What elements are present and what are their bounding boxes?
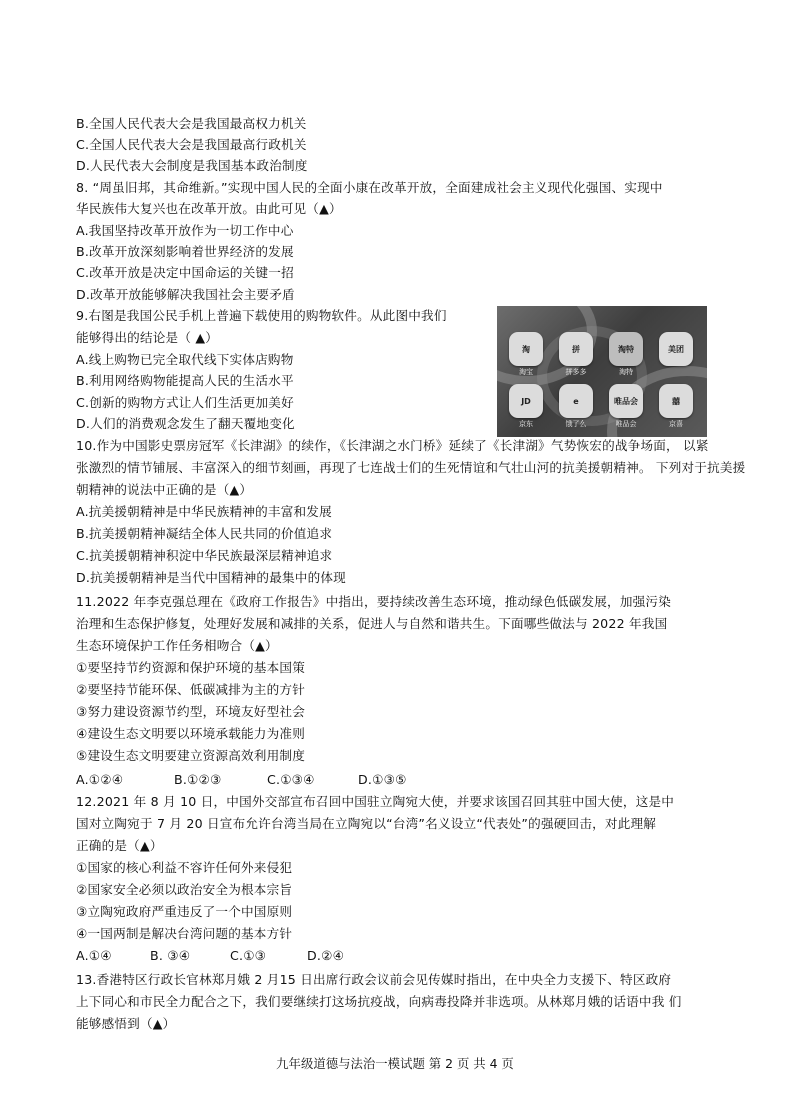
q12-statement-4: ④一国两制是解决台湾问题的基本方针 xyxy=(76,926,293,941)
q9-option-c: C.创新的购物方式让人们生活更加美好 xyxy=(76,395,294,410)
q8-stem-line1: 8. “周虽旧邦，其命维新。”实现中国人民的全面小康在改革开放，全面建成社会主义现代化强国、实现中 xyxy=(76,180,663,195)
jingxi-app-icon: 囍 xyxy=(659,384,693,418)
q9-option-b: B.利用网络购物能提高人民的生活水平 xyxy=(76,373,294,388)
jd-app-icon: JD xyxy=(509,384,543,418)
q13-stem-line2: 上下同心和市民全力配合之下，我们要继续打这场抗疫战，向病毒投降并非选项。从林郑月娥的话语中我 们 xyxy=(76,994,682,1009)
app-label: 淘宝 xyxy=(519,368,533,376)
q8-option-c: C.改革开放是决定中国命运的关键一招 xyxy=(76,265,294,280)
q8-option-d: D.改革开放能够解决我国社会主要矛盾 xyxy=(76,287,295,302)
q10-stem-line1: 10.作为中国影史票房冠军《长津湖》的续作，《长津湖之水门桥》延续了《长津湖》气势恢宏的战争场面， 以紧 xyxy=(76,438,709,453)
q7-option-d: D.人民代表大会制度是我国基本政治制度 xyxy=(76,158,308,173)
q9-option-a: A.线上购物已完全取代线下实体店购物 xyxy=(76,352,294,367)
q12-option-b: B. ③④ xyxy=(150,948,191,963)
pinduoduo-app-icon: 拼 xyxy=(559,332,593,366)
shopping-apps-image xyxy=(497,306,707,437)
q12-stem-line2: 国对立陶宛于 7 月 20 日宣布允许台湾当局在立陶宛以“台湾”名义设立“代表处”的强硬回击，对此理解 xyxy=(76,816,657,831)
q7-option-b: B.全国人民代表大会是我国最高权力机关 xyxy=(76,116,307,131)
app-label: 京东 xyxy=(519,420,533,428)
q12-statement-3: ③立陶宛政府严重违反了一个中国原则 xyxy=(76,904,293,919)
q10-option-d: D.抗美援朝精神是当代中国精神的最集中的体现 xyxy=(76,570,346,585)
q12-option-c: C.①③ xyxy=(230,948,267,963)
page-footer: 九年级道德与法治一模试题 第 2 页 共 4 页 xyxy=(276,1056,514,1071)
q12-statement-2: ②国家安全必须以政治安全为根本宗旨 xyxy=(76,882,293,897)
q12-options xyxy=(76,946,716,966)
app-label: 淘特 xyxy=(619,368,633,376)
q8-option-a: A.我国坚持改革开放作为一切工作中心 xyxy=(76,223,294,238)
app-label: 拼多多 xyxy=(565,368,587,376)
q11-stem-line3: 生态环境保护工作任务相吻合（▲） xyxy=(76,638,278,653)
q10-option-a: A.抗美援朝精神是中华民族精神的丰富和发展 xyxy=(76,504,332,519)
q8-option-b: B.改革开放深刻影响着世界经济的发展 xyxy=(76,244,294,259)
q11-statement-3: ③努力建设资源节约型，环境友好型社会 xyxy=(76,704,305,719)
app-label: 饿了么 xyxy=(565,420,587,428)
taobao-app-icon: 淘 xyxy=(509,332,543,366)
q11-statement-1: ①要坚持节约资源和保护环境的基本国策 xyxy=(76,660,305,675)
q11-option-c: C.①③④ xyxy=(267,772,315,787)
q11-option-a: A.①②④ xyxy=(76,772,124,787)
q9-stem-line1: 9.右图是我国公民手机上普遍下载使用的购物软件。从此图中我们 xyxy=(76,308,447,323)
q12-stem-line3: 正确的是（▲） xyxy=(76,838,163,853)
q10-option-b: B.抗美援朝精神凝结全体人民共同的价值追求 xyxy=(76,526,333,541)
eleme-app-icon: e xyxy=(559,384,593,418)
q11-statement-2: ②要坚持节能环保、低碳减排为主的方针 xyxy=(76,682,305,697)
q11-option-d: D.①③⑤ xyxy=(358,772,407,787)
q9-option-d: D.人们的消费观念发生了翻天覆地变化 xyxy=(76,416,295,431)
q12-option-a: A.①④ xyxy=(76,948,112,963)
app-label: 京喜 xyxy=(669,420,683,428)
q9-stem-line2: 能够得出的结论是（ ▲） xyxy=(76,330,219,345)
q12-option-d: D.②④ xyxy=(307,948,345,963)
q12-statement-1: ①国家的核心利益不容许任何外来侵犯 xyxy=(76,860,293,875)
app-label: 唯品会 xyxy=(615,420,637,428)
q10-stem-line2: 张激烈的情节铺展、丰富深入的细节刻画，再现了七连战士们的生死情谊和气壮山河的抗美援朝精神。 下列对于抗美援 xyxy=(76,460,746,475)
taote-app-icon: 淘特 xyxy=(609,332,643,366)
q11-options xyxy=(76,770,716,790)
meituan-app-icon: 美团 xyxy=(659,332,693,366)
q12-stem-line1: 12.2021 年 8 月 10 日，中国外交部宣布召回中国驻立陶宛大使，并要求该国召回其驻中国大使，这是中 xyxy=(76,794,675,809)
q8-stem-line2: 华民族伟大复兴也在改革开放。由此可见（▲） xyxy=(76,201,342,216)
q11-stem-line2: 治理和生态保护修复，处理好发展和减排的关系，促进人与自然和谐共生。下面哪些做法与 2022 年我国 xyxy=(76,616,668,631)
q11-option-b: B.①②③ xyxy=(174,772,222,787)
q11-stem-line1: 11.2022 年李克强总理在《政府工作报告》中指出，要持续改善生态环境，推动绿色低碳发展，加强污染 xyxy=(76,594,672,609)
q10-stem-line3: 朝精神的说法中正确的是（▲） xyxy=(76,482,253,497)
q11-statement-5: ⑤建设生态文明要建立资源高效利用制度 xyxy=(76,748,305,763)
q7-option-c: C.全国人民代表大会是我国最高行政机关 xyxy=(76,137,307,152)
q13-stem-line3: 能够感悟到（▲） xyxy=(76,1016,176,1031)
vipshop-app-icon: 唯品会 xyxy=(609,384,643,418)
q13-stem-line1: 13.香港特区行政长官林郑月娥 2 月15 日出席行政会议前会见传媒时指出，在中央全力支援下、特区政府 xyxy=(76,972,672,987)
q11-statement-4: ④建设生态文明要以环境承载能力为准则 xyxy=(76,726,305,741)
q10-option-c: C.抗美援朝精神积淀中华民族最深层精神追求 xyxy=(76,548,333,563)
